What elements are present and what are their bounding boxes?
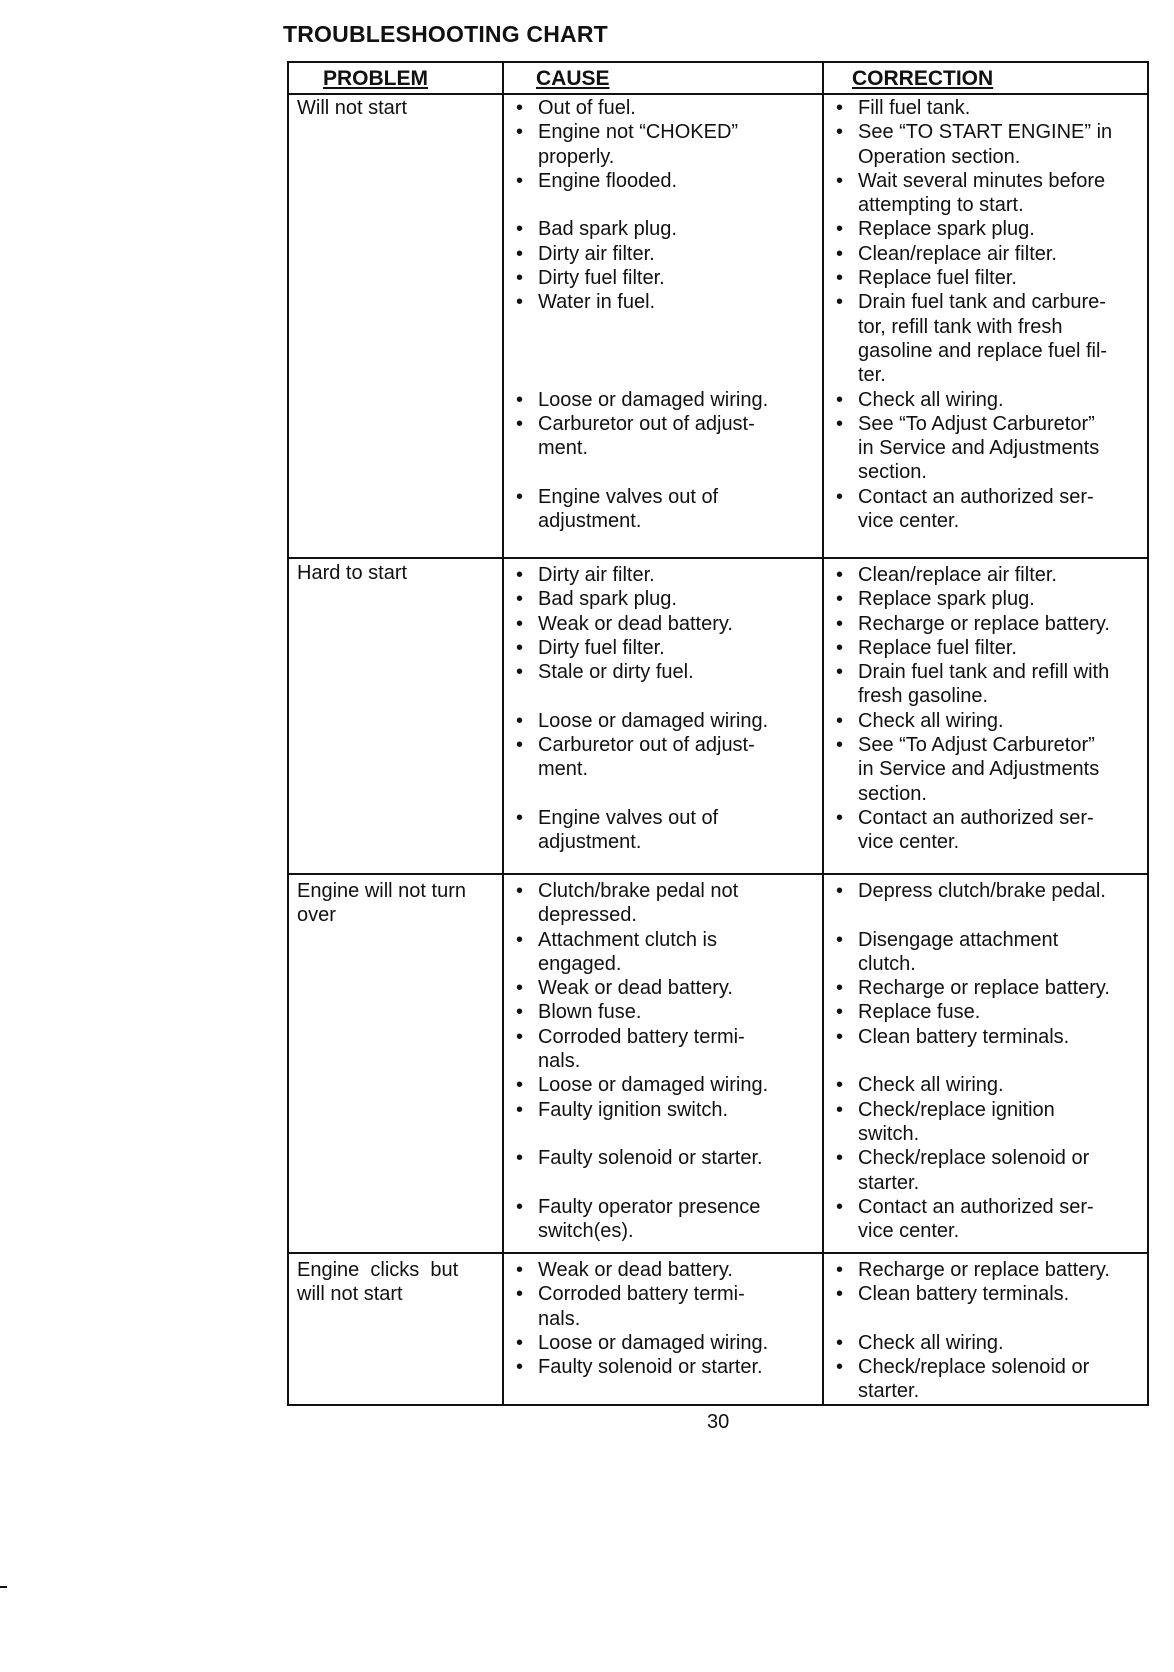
cause-item xyxy=(504,660,820,684)
bullet-icon: • xyxy=(516,121,524,144)
correction-item xyxy=(824,169,1149,218)
bullet-icon: • xyxy=(836,612,844,635)
bullet-icon: • xyxy=(516,1356,524,1379)
bullet-icon: • xyxy=(516,1331,524,1354)
cause-cell xyxy=(504,879,820,1243)
correction-item xyxy=(824,660,1149,709)
entry-text: Loose or damaged wiring. xyxy=(538,709,769,732)
bullet-icon: • xyxy=(516,242,524,265)
cause-item xyxy=(504,612,820,636)
correction-item xyxy=(824,1000,1149,1024)
entry-text: Check all wiring. xyxy=(858,1331,1004,1354)
bullet-icon: • xyxy=(516,1195,524,1218)
row-divider xyxy=(289,1252,1147,1254)
entry-text: Recharge or replace battery. xyxy=(858,1259,1110,1281)
entry-text: Replace fuse. xyxy=(858,1001,981,1024)
correction-item xyxy=(824,120,1149,169)
cause-item xyxy=(504,1000,820,1024)
entry-text: Weak or dead battery. xyxy=(538,977,733,1000)
bullet-icon: • xyxy=(836,1356,844,1379)
entry-text: Fill fuel tank. xyxy=(858,97,971,119)
correction-item xyxy=(824,242,1149,266)
correction-item xyxy=(824,1331,1149,1355)
correction-cell xyxy=(824,563,1149,855)
entry-text: Bad spark plug. xyxy=(538,218,677,241)
correction-item xyxy=(824,1195,1149,1244)
bullet-icon: • xyxy=(516,880,524,902)
bullet-icon: • xyxy=(516,1001,524,1024)
entry-text: Bad spark plug. xyxy=(538,588,677,611)
bullet-icon: • xyxy=(836,806,844,829)
correction-item xyxy=(824,217,1149,241)
entry-text: Faulty solenoid or starter. xyxy=(538,1147,763,1170)
entry-text: Replace spark plug. xyxy=(858,218,1035,241)
bullet-icon: • xyxy=(836,636,844,659)
cause-item xyxy=(504,709,820,733)
bullet-icon: • xyxy=(516,734,524,757)
bullet-icon: • xyxy=(836,97,844,119)
cause-item xyxy=(504,1025,820,1074)
bullet-icon: • xyxy=(836,734,844,757)
entry-text: Wait several minutes before attempting to start. xyxy=(858,169,1106,217)
entry-text: Clean/replace air filter. xyxy=(858,564,1057,586)
bullet-icon: • xyxy=(516,1025,524,1048)
entry-text: Engine valves out of adjustment. xyxy=(538,485,719,533)
entry-text: Check/replace solenoid or starter. xyxy=(858,1356,1090,1403)
bullet-icon: • xyxy=(516,267,524,290)
correction-item xyxy=(824,1146,1149,1195)
entry-text: Carburetor out of adjust- ment. xyxy=(538,734,755,781)
correction-item xyxy=(824,1025,1149,1049)
correction-item xyxy=(824,290,1149,387)
entry-text: Disengage attachment clutch. xyxy=(858,928,1059,975)
entry-text: Dirty air filter. xyxy=(538,564,655,586)
cause-item xyxy=(504,120,820,169)
entry-text: Faulty ignition switch. xyxy=(538,1098,729,1121)
correction-item xyxy=(824,612,1149,636)
bullet-icon: • xyxy=(516,485,524,508)
entry-text: Check/replace solenoid or starter. xyxy=(858,1147,1090,1194)
bullet-icon: • xyxy=(516,218,524,241)
cause-item xyxy=(504,1282,820,1331)
cause-item xyxy=(504,1331,820,1355)
bullet-icon: • xyxy=(516,1259,524,1281)
entry-text: Dirty fuel filter. xyxy=(538,267,665,290)
entry-text: Carburetor out of adjust- ment. xyxy=(538,412,755,460)
correction-item xyxy=(824,806,1149,855)
entry-text: Clean battery terminals. xyxy=(858,1025,1070,1048)
correction-item xyxy=(824,1355,1149,1404)
chart-title: TROUBLESHOOTING CHART xyxy=(283,21,608,47)
problem-cell: Engine clicks but will not start xyxy=(297,1259,459,1306)
header-problem: PROBLEM xyxy=(323,67,428,90)
cause-item xyxy=(504,1195,820,1244)
correction-item xyxy=(824,388,1149,412)
cause-item xyxy=(504,879,820,928)
cause-cell xyxy=(504,563,820,855)
margin-mark xyxy=(0,1586,7,1588)
cause-item xyxy=(504,290,820,314)
row-divider xyxy=(289,557,1147,559)
bullet-icon: • xyxy=(516,806,524,829)
entry-text: Check/replace ignition switch. xyxy=(858,1098,1055,1145)
page-number: 30 xyxy=(707,1411,730,1433)
entry-text: Water in fuel. xyxy=(538,291,656,314)
entry-text: Contact an authorized ser- vice center. xyxy=(858,485,1094,533)
correction-item xyxy=(824,636,1149,660)
bullet-icon: • xyxy=(836,388,844,411)
bullet-icon: • xyxy=(836,412,844,435)
entry-text: Weak or dead battery. xyxy=(538,1259,733,1281)
cause-cell xyxy=(504,1258,820,1379)
correction-item xyxy=(824,266,1149,290)
correction-item xyxy=(824,412,1149,485)
entry-text: Loose or damaged wiring. xyxy=(538,1331,769,1354)
entry-text: Weak or dead battery. xyxy=(538,612,733,635)
bullet-icon: • xyxy=(516,169,524,192)
bullet-icon: • xyxy=(516,412,524,435)
bullet-icon: • xyxy=(836,291,844,314)
cause-item xyxy=(504,976,820,1000)
bullet-icon: • xyxy=(836,1001,844,1024)
entry-text: Contact an authorized ser- vice center. xyxy=(858,1195,1094,1243)
entry-text: Corroded battery termi- nals. xyxy=(538,1283,745,1330)
cause-item xyxy=(504,587,820,611)
entry-text: Engine not “CHOKED” properly. xyxy=(538,121,739,168)
bullet-icon: • xyxy=(516,1283,524,1306)
entry-text: Attachment clutch is engaged. xyxy=(538,928,717,975)
entry-text: Dirty air filter. xyxy=(538,242,655,265)
correction-item xyxy=(824,1073,1149,1097)
entry-text: Replace fuel filter. xyxy=(858,267,1017,290)
bullet-icon: • xyxy=(836,588,844,611)
entry-text: See “To Adjust Carburetor” in Service and Adjustments section. xyxy=(858,734,1100,805)
correction-item xyxy=(824,1258,1149,1282)
bullet-icon: • xyxy=(836,564,844,586)
cause-item xyxy=(504,1146,820,1170)
entry-text: Engine flooded. xyxy=(538,169,678,192)
problem-cell: Engine will not turn over xyxy=(297,880,466,927)
cause-item xyxy=(504,169,820,193)
cause-item xyxy=(504,1098,820,1122)
entry-text: Check all wiring. xyxy=(858,709,1004,732)
correction-item xyxy=(824,587,1149,611)
entry-text: Replace spark plug. xyxy=(858,588,1035,611)
bullet-icon: • xyxy=(836,1098,844,1121)
bullet-icon: • xyxy=(516,1147,524,1170)
entry-text: Out of fuel. xyxy=(538,97,636,119)
bullet-icon: • xyxy=(836,242,844,265)
bullet-icon: • xyxy=(516,661,524,684)
bullet-icon: • xyxy=(836,880,844,902)
correction-item xyxy=(824,485,1149,534)
bullet-icon: • xyxy=(836,267,844,290)
correction-item xyxy=(824,96,1149,120)
correction-item xyxy=(824,1098,1149,1147)
bullet-icon: • xyxy=(836,1331,844,1354)
cause-item xyxy=(504,806,820,855)
bullet-icon: • xyxy=(516,588,524,611)
entry-text: Depress clutch/brake pedal. xyxy=(858,880,1106,902)
cause-item xyxy=(504,96,820,120)
cause-item xyxy=(504,388,820,412)
bullet-icon: • xyxy=(836,1074,844,1097)
cause-item xyxy=(504,1355,820,1379)
cause-item xyxy=(504,242,820,266)
correction-item xyxy=(824,1282,1149,1306)
bullet-icon: • xyxy=(516,388,524,411)
bullet-icon: • xyxy=(836,709,844,732)
correction-item xyxy=(824,928,1149,977)
entry-text: Corroded battery termi- nals. xyxy=(538,1025,745,1073)
cause-item xyxy=(504,485,820,534)
entry-text: Drain fuel tank and refill with fresh gasoline. xyxy=(858,661,1110,708)
entry-text: Clean battery terminals. xyxy=(858,1283,1070,1306)
entry-text: Loose or damaged wiring. xyxy=(538,1074,769,1097)
cause-item xyxy=(504,412,820,461)
bullet-icon: • xyxy=(836,1283,844,1306)
bullet-icon: • xyxy=(836,1025,844,1048)
cause-item xyxy=(504,636,820,660)
entry-text: Check all wiring. xyxy=(858,1074,1004,1097)
correction-item xyxy=(824,879,1149,903)
entry-text: Contact an authorized ser- vice center. xyxy=(858,806,1094,854)
bullet-icon: • xyxy=(836,928,844,951)
bullet-icon: • xyxy=(516,709,524,732)
cause-cell xyxy=(504,96,820,533)
bullet-icon: • xyxy=(516,977,524,1000)
troubleshooting-table xyxy=(287,61,1149,1406)
entry-text: See “TO START ENGINE” in Operation section. xyxy=(858,121,1113,168)
bullet-icon: • xyxy=(516,97,524,119)
bullet-icon: • xyxy=(836,1259,844,1281)
correction-cell xyxy=(824,1258,1149,1404)
entry-text: Replace fuel filter. xyxy=(858,636,1017,659)
entry-text: Recharge or replace battery. xyxy=(858,977,1110,1000)
row-divider xyxy=(289,873,1147,875)
cause-item xyxy=(504,563,820,587)
entry-text: Engine valves out of adjustment. xyxy=(538,806,719,854)
bullet-icon: • xyxy=(516,636,524,659)
bullet-icon: • xyxy=(516,1074,524,1097)
cause-item xyxy=(504,733,820,782)
bullet-icon: • xyxy=(836,1147,844,1170)
cause-item xyxy=(504,266,820,290)
entry-text: Stale or dirty fuel. xyxy=(538,661,694,684)
entry-text: See “To Adjust Carburetor” in Service and Adjustments section. xyxy=(858,412,1100,484)
entry-text: Blown fuse. xyxy=(538,1001,642,1024)
bullet-icon: • xyxy=(836,661,844,684)
correction-item xyxy=(824,733,1149,806)
cause-item xyxy=(504,217,820,241)
entry-text: Check all wiring. xyxy=(858,388,1004,411)
cause-item xyxy=(504,928,820,977)
bullet-icon: • xyxy=(836,169,844,192)
bullet-icon: • xyxy=(836,1195,844,1218)
header-cause: CAUSE xyxy=(536,67,610,90)
header-divider xyxy=(289,93,1147,95)
bullet-icon: • xyxy=(516,1098,524,1121)
bullet-icon: • xyxy=(516,564,524,586)
bullet-icon: • xyxy=(516,928,524,951)
entry-text: Recharge or replace battery. xyxy=(858,612,1110,635)
correction-cell xyxy=(824,96,1149,533)
correction-item xyxy=(824,709,1149,733)
bullet-icon: • xyxy=(836,485,844,508)
problem-cell: Hard to start xyxy=(297,562,408,584)
correction-item xyxy=(824,976,1149,1000)
header-correction: CORRECTION xyxy=(852,67,994,90)
entry-text: Loose or damaged wiring. xyxy=(538,388,769,411)
correction-item xyxy=(824,563,1149,587)
problem-cell: Will not start xyxy=(297,97,408,119)
bullet-icon: • xyxy=(836,121,844,144)
entry-text: Faulty operator presence switch(es). xyxy=(538,1195,761,1243)
bullet-icon: • xyxy=(516,612,524,635)
correction-cell xyxy=(824,879,1149,1243)
bullet-icon: • xyxy=(516,291,524,314)
entry-text: Clean/replace air filter. xyxy=(858,242,1057,265)
entry-text: Faulty solenoid or starter. xyxy=(538,1356,763,1379)
bullet-icon: • xyxy=(836,218,844,241)
cause-item xyxy=(504,1258,820,1282)
entry-text: Clutch/brake pedal not depressed. xyxy=(538,880,739,927)
bullet-icon: • xyxy=(836,977,844,1000)
entry-text: Drain fuel tank and carbure- tor, refill tank with fresh gasoline and replace fuel fil- ter. xyxy=(858,291,1108,387)
entry-text: Dirty fuel filter. xyxy=(538,636,665,659)
cause-item xyxy=(504,1073,820,1097)
